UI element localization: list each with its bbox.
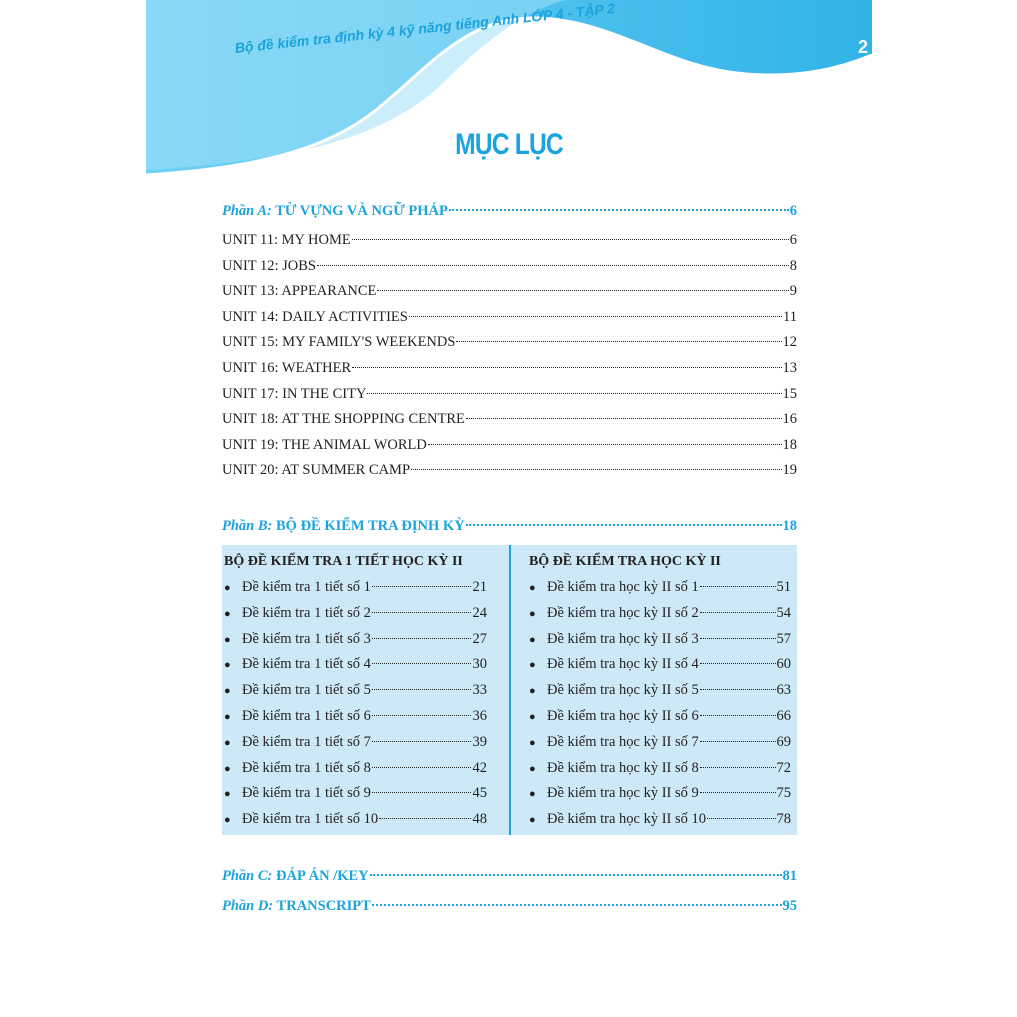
left-column-heading: BỘ ĐỀ KIỂM TRA 1 TIẾT HỌC KỲ II (224, 554, 463, 569)
test-page: 36 (472, 707, 487, 724)
toc-entry-unit[interactable] (222, 382, 797, 408)
test-page: 78 (776, 811, 791, 828)
dot-leader (372, 663, 472, 664)
dot-leader (466, 524, 782, 526)
dot-leader (372, 612, 472, 613)
toc-entry-test[interactable] (224, 601, 509, 627)
test-label: Đề kiểm tra 1 tiết số 8 (242, 759, 371, 776)
test-page: 48 (472, 811, 487, 828)
test-label: Đề kiểm tra 1 tiết số 2 (242, 604, 371, 621)
test-page: 21 (472, 579, 487, 595)
dot-leader (700, 663, 776, 664)
section-a-page: 6 (789, 203, 797, 219)
test-page: 30 (472, 656, 487, 673)
unit-label: UNIT 16: WEATHER (222, 359, 352, 376)
dot-leader (367, 393, 781, 394)
toc-section-a (222, 199, 797, 225)
toc-section-b (222, 514, 797, 540)
test-label: Đề kiểm tra học kỳ II số 5 (546, 682, 699, 699)
toc-entry-test[interactable] (529, 730, 797, 756)
unit-page: 12 (782, 334, 797, 351)
test-label: Đề kiểm tra 1 tiết số 6 (242, 707, 371, 724)
section-c-label: ĐÁP ÁN /KEY (276, 868, 369, 884)
dot-leader (372, 904, 782, 906)
unit-label: UNIT 13: APPEARANCE (222, 283, 377, 300)
bullet-dot-icon: ● (224, 736, 231, 749)
unit-label: UNIT 12: JOBS (222, 257, 316, 274)
unit-label: UNIT 14: DAILY ACTIVITIES (222, 308, 408, 325)
toc-entry-test[interactable] (224, 807, 509, 833)
toc-entry-test[interactable] (224, 627, 509, 653)
dot-leader (372, 586, 472, 587)
toc-entry-unit[interactable] (222, 254, 797, 280)
test-page: 24 (472, 604, 487, 621)
toc-entry-section-c[interactable] (222, 864, 797, 890)
test-label: Đề kiểm tra 1 tiết số 7 (242, 733, 371, 750)
dot-leader (409, 316, 782, 317)
section-c-prefix: Phần C: (222, 868, 273, 884)
unit-label: UNIT 20: AT SUMMER CAMP (222, 462, 411, 479)
dot-leader (377, 290, 788, 291)
unit-list (222, 228, 797, 484)
toc-entry-test[interactable] (224, 756, 509, 782)
unit-page: 11 (783, 308, 797, 325)
dot-leader (700, 689, 776, 690)
bullet-dot-icon: ● (224, 685, 231, 698)
unit-page: 13 (782, 359, 797, 376)
test-label: Đề kiểm tra 1 tiết số 9 (242, 785, 371, 802)
test-page: 51 (776, 579, 791, 595)
test-label: Đề kiểm tra 1 tiết số 1 (242, 579, 371, 595)
toc-entry-unit[interactable] (222, 228, 797, 254)
dot-leader (372, 638, 472, 639)
toc-entry-section-a[interactable] (222, 199, 797, 225)
test-label: Đề kiểm tra học kỳ II số 3 (546, 630, 699, 647)
test-page: 69 (776, 733, 791, 750)
toc-entry-unit[interactable] (222, 407, 797, 433)
unit-label: UNIT 18: AT THE SHOPPING CENTRE (222, 411, 465, 428)
toc-entry-unit[interactable] (222, 305, 797, 331)
toc-entry-test[interactable] (529, 678, 797, 704)
toc-entry-section-b[interactable] (222, 514, 797, 540)
bullet-dot-icon: ● (528, 762, 536, 775)
page-title: MỤC LỤC (455, 128, 563, 161)
section-d-label: TRANSCRIPT (276, 898, 371, 914)
toc-entry-test[interactable] (529, 627, 797, 653)
right-column-heading: BỘ ĐỀ KIỂM TRA HỌC KỲ II (528, 554, 721, 569)
section-d-prefix: Phần D: (222, 898, 274, 914)
toc-entry-test[interactable] (224, 781, 509, 807)
unit-label: UNIT 17: IN THE CITY (222, 385, 367, 402)
toc-entry-test[interactable] (224, 678, 509, 704)
toc-section-c (222, 864, 797, 890)
bullet-dot-icon: ● (224, 582, 231, 594)
left-test-column (222, 545, 509, 835)
dot-leader (700, 612, 776, 613)
test-page: 63 (776, 682, 791, 699)
toc-entry-test[interactable] (529, 807, 797, 833)
dot-leader (700, 741, 776, 742)
toc-entry-unit[interactable] (222, 356, 797, 382)
bullet-dot-icon: ● (224, 814, 231, 827)
book-page (146, 0, 872, 1017)
test-page: 75 (776, 785, 791, 802)
test-label: Đề kiểm tra học kỳ II số 6 (546, 707, 699, 724)
dot-leader (372, 689, 472, 690)
unit-label: UNIT 11: MY HOME (222, 232, 351, 248)
dot-leader (372, 741, 472, 742)
test-page: 72 (776, 759, 791, 776)
test-list-box (222, 545, 797, 835)
toc-entry-unit[interactable] (222, 279, 797, 305)
test-page: 66 (776, 707, 791, 724)
dot-leader (372, 792, 472, 793)
test-label: Đề kiểm tra 1 tiết số 4 (242, 656, 371, 673)
toc-entry-test[interactable] (224, 652, 509, 678)
dot-leader (707, 818, 775, 819)
dot-leader (700, 586, 776, 587)
test-label: Đề kiểm tra học kỳ II số 9 (546, 785, 699, 802)
unit-page: 8 (789, 257, 797, 274)
dot-leader (372, 715, 472, 716)
bullet-dot-icon: ● (528, 582, 536, 594)
toc-entry-test[interactable] (224, 575, 509, 601)
dot-leader (700, 715, 776, 716)
toc-entry-test[interactable] (224, 704, 509, 730)
page-number: 2 (857, 37, 868, 57)
unit-page: 9 (789, 283, 797, 300)
toc-section-d (222, 894, 797, 920)
toc-entry-test[interactable] (224, 730, 509, 756)
section-a-label: TỪ VỰNG VÀ NGỮ PHÁP (275, 203, 448, 219)
toc-entry-test[interactable] (529, 601, 797, 627)
bullet-dot-icon: ● (528, 814, 536, 827)
toc-entry-test[interactable] (529, 781, 797, 807)
test-label: Đề kiểm tra 1 tiết số 3 (242, 630, 371, 647)
bullet-dot-icon: ● (528, 633, 536, 646)
dot-leader (372, 767, 472, 768)
test-page: 42 (472, 759, 487, 776)
dot-leader (379, 818, 471, 819)
bullet-dot-icon: ● (528, 736, 536, 749)
test-page: 45 (472, 785, 487, 802)
test-label: Đề kiểm tra học kỳ II số 4 (546, 656, 699, 673)
right-test-column (511, 545, 797, 835)
unit-label: UNIT 19: THE ANIMAL WORLD (222, 436, 427, 453)
test-page: 27 (472, 630, 487, 647)
dot-leader (428, 444, 782, 445)
bullet-dot-icon: ● (224, 762, 231, 775)
section-b-label: BỘ ĐỀ KIỂM TRA ĐỊNH KỲ (276, 518, 465, 534)
toc-entry-test[interactable] (529, 756, 797, 782)
test-page: 39 (472, 733, 487, 750)
bullet-dot-icon: ● (224, 607, 231, 620)
toc-entry-unit[interactable] (222, 433, 797, 459)
dot-leader (700, 638, 776, 639)
bullet-dot-icon: ● (224, 633, 231, 646)
running-title: Bộ đề kiểm tra định kỳ 4 kỹ năng tiếng Anh LỚP 4 - TẬP 2 (234, 0, 616, 56)
section-a-prefix: Phần A: (222, 203, 272, 219)
dot-leader (352, 367, 781, 368)
dot-leader (700, 767, 776, 768)
bullet-dot-icon: ● (528, 659, 536, 672)
dot-leader (317, 265, 789, 266)
toc-entry-test[interactable] (529, 652, 797, 678)
dot-leader (411, 469, 781, 470)
unit-page: 6 (789, 232, 797, 248)
test-page: 54 (776, 604, 791, 621)
test-page: 33 (472, 682, 487, 699)
toc-entry-unit[interactable] (222, 458, 797, 484)
bullet-dot-icon: ● (528, 607, 536, 620)
test-label: Đề kiểm tra 1 tiết số 5 (242, 682, 371, 699)
dot-leader (466, 418, 782, 419)
unit-page: 18 (782, 436, 797, 453)
test-label: Đề kiểm tra học kỳ II số 7 (546, 733, 699, 750)
section-d-page: 95 (782, 898, 797, 914)
dot-leader (700, 792, 776, 793)
dot-leader (449, 209, 789, 211)
dot-leader (352, 239, 789, 240)
toc-entry-test[interactable] (529, 704, 797, 730)
unit-page: 15 (782, 385, 797, 402)
section-b-prefix: Phần B: (222, 518, 273, 534)
bullet-dot-icon: ● (224, 710, 231, 723)
section-b-page: 18 (782, 518, 797, 534)
unit-page: 16 (782, 411, 797, 428)
dot-leader (370, 874, 782, 876)
dot-leader (456, 341, 781, 342)
section-c-page: 81 (782, 868, 797, 884)
test-label: Đề kiểm tra học kỳ II số 1 (546, 579, 699, 595)
bullet-dot-icon: ● (224, 788, 231, 801)
unit-label: UNIT 15: MY FAMILY'S WEEKENDS (222, 334, 456, 351)
bullet-dot-icon: ● (528, 788, 536, 801)
unit-page: 19 (782, 462, 797, 479)
test-label: Đề kiểm tra 1 tiết số 10 (242, 811, 379, 828)
toc-entry-section-d[interactable] (222, 894, 797, 920)
bullet-dot-icon: ● (224, 659, 231, 672)
test-page: 60 (776, 656, 791, 673)
test-label: Đề kiểm tra học kỳ II số 10 (546, 811, 707, 828)
test-page: 57 (776, 630, 791, 647)
bullet-dot-icon: ● (528, 685, 536, 698)
test-label: Đề kiểm tra học kỳ II số 2 (546, 604, 699, 621)
toc-entry-test[interactable] (529, 575, 797, 601)
test-label: Đề kiểm tra học kỳ II số 8 (546, 759, 699, 776)
bullet-dot-icon: ● (528, 710, 536, 723)
toc-entry-unit[interactable] (222, 330, 797, 356)
